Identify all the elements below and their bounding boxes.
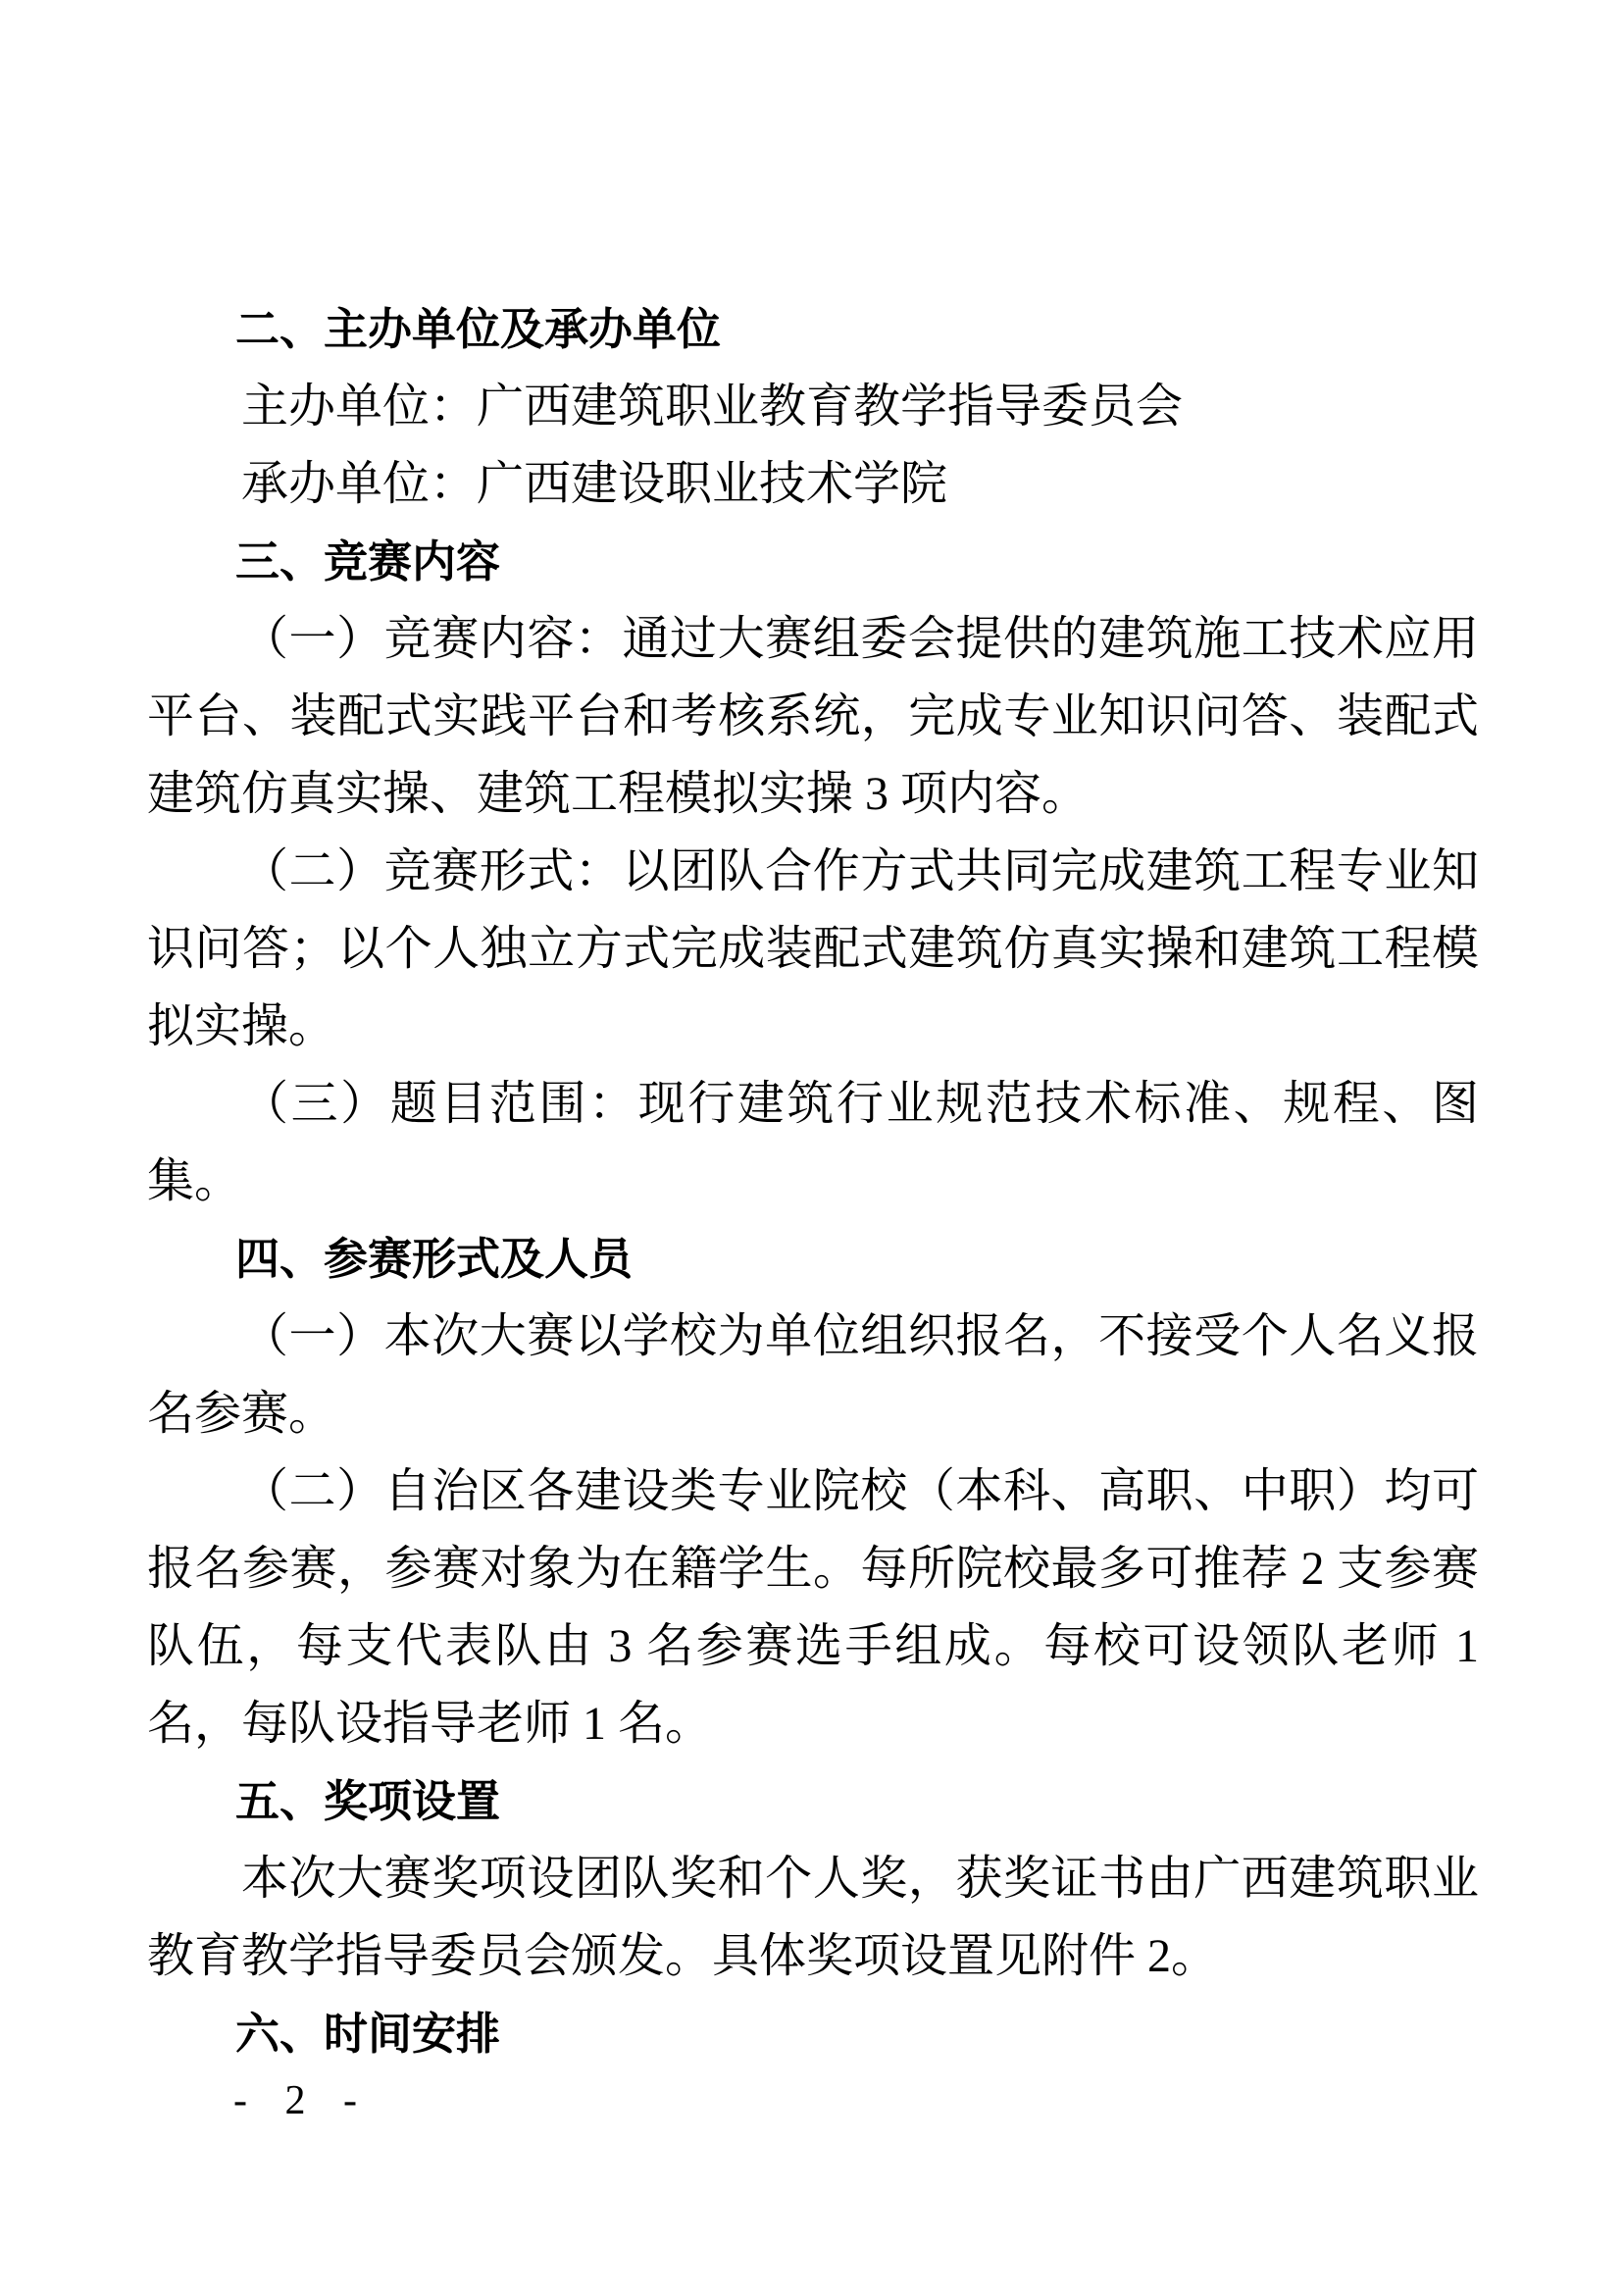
- paragraph: （二）竞赛形式：以团队合作方式共同完成建筑工程专业知识问答；以个人独立方式完成装配式建筑仿真实操和建筑工程模拟实操。: [147, 845, 1479, 1052]
- paragraph: （三）题目范围：现行建筑行业规范技术标准、规程、图集。: [147, 1078, 1479, 1207]
- paragraph: 承办单位：广西建设职业技术学院: [241, 458, 948, 510]
- section-heading: 五、奖项设置: [235, 1776, 501, 1826]
- section-heading: 三、竞赛内容: [235, 536, 501, 586]
- paragraph: 本次大赛奖项设团队奖和个人奖，获奖证书由广西建筑职业教育教学指导委员会颁发。具体奖项设置见附件 2。: [147, 1853, 1479, 1982]
- paragraph: （一）本次大赛以学校为单位组织报名，不接受个人名义报名参赛。: [147, 1310, 1479, 1440]
- paragraph: （二）自治区各建设类专业院校（本科、高职、中职）均可报名参赛，参赛对象为在籍学生。每所院校最多可推荐 2 支参赛队伍，每支代表队由 3 名参赛选手组成。每校可设领队老师 1 名，每队设指导老师 1 名。: [147, 1465, 1479, 1750]
- section-heading: 二、主办单位及承办单位: [235, 304, 722, 354]
- section-heading: 六、时间安排: [235, 2009, 501, 2059]
- section-heading: 四、参赛形式及人员: [235, 1234, 634, 1284]
- paragraph: 主办单位：广西建筑职业教育教学指导委员会: [241, 381, 1184, 433]
- page-number: - 2 -: [233, 2078, 371, 2123]
- document-body: [147, 290, 1479, 2072]
- paragraph: （一）竞赛内容：通过大赛组委会提供的建筑施工技术应用平台、装配式实践平台和考核系统，完成专业知识问答、装配式建筑仿真实操、建筑工程模拟实操 3 项内容。: [147, 613, 1479, 820]
